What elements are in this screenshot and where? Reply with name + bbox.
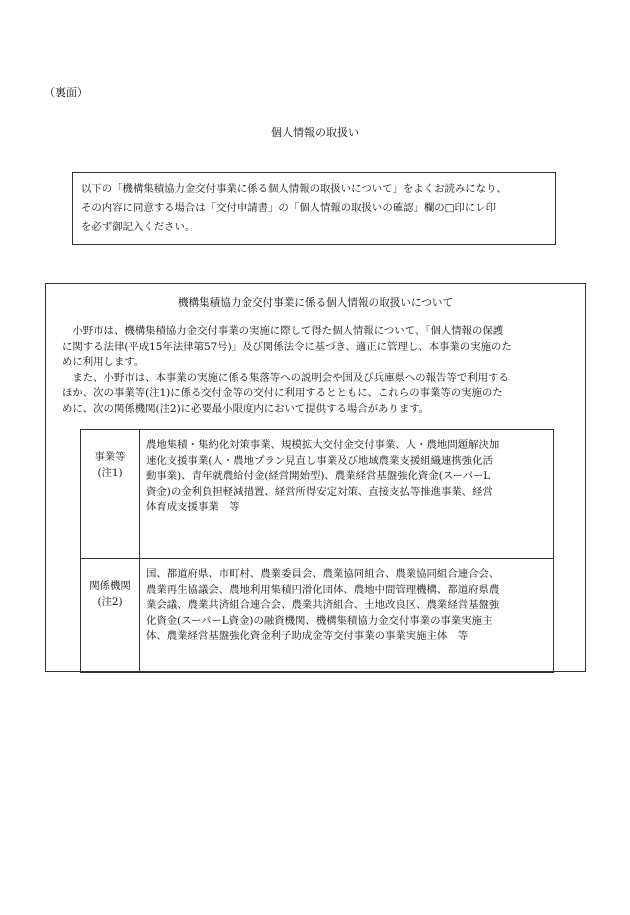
privacy-notice-body <box>62 324 577 417</box>
table-row <box>81 559 554 673</box>
row-header-label: 関係機関 <box>89 580 131 592</box>
content-line: 資金)の金利負担軽減措置、経営所得安定対策、直接支払等推進事業、経営 <box>146 485 493 498</box>
notice-line-text: また、小野市は、本事業の実施に係る集落等への説明会や国及び兵庫県への報告等で利用する <box>72 371 509 384</box>
content-line: 動事業)、青年就農給付金(経営開始型)、農業経営基盤強化資金(スーパーL <box>146 470 491 482</box>
content-line: 農地集積・集約化対策事業、規模拡大交付金交付事業、人・農地問題解決加 <box>146 439 500 451</box>
recipients-table <box>80 429 554 673</box>
consent-notice-box <box>72 172 556 245</box>
table-row <box>81 430 554 559</box>
notice-line: めに利用します。 <box>62 356 145 368</box>
consent-notice-line: を必ず御記入ください。 <box>81 221 196 233</box>
content-line: 業会議、農業共済組合連合会、農業共済組合、土地改良区、農業経営基盤強 <box>146 599 500 611</box>
row-header-note: (注2) <box>97 595 123 608</box>
consent-notice-line: 以下の「機構集積協力金交付事業に係る個人情報の取扱いについて」をよくお読みになり、 <box>81 183 507 195</box>
row-content-business <box>140 430 554 559</box>
row-header-note: (注1) <box>97 466 123 479</box>
content-line: 農業再生協議会、農地利用集積円滑化団体、農地中間管理機構、都道府県農 <box>146 583 500 596</box>
content-line: 化資金(スーパーL資金)の融資機関、機構集積協力金交付事業の事業実施主 <box>146 614 493 627</box>
notice-paragraph <box>62 371 577 418</box>
row-header-business <box>81 430 140 559</box>
content-line: 速化支援事業(人・農地プラン見直し事業及び地域農業支援組織連携強化活 <box>146 454 493 467</box>
page-title: 個人情報の取扱い <box>271 126 359 139</box>
notice-line: ほか、次の事業等(注1)に係る交付金等の交付に利用するとともに、これらの事業等の実施のた <box>62 387 503 399</box>
page-side-label: （裏面） <box>44 86 88 99</box>
row-content-organizations <box>140 559 554 673</box>
privacy-notice-box <box>45 283 586 672</box>
content-line: 体育成支援事業 等 <box>146 501 240 513</box>
notice-paragraph <box>62 324 577 371</box>
notice-line <box>62 324 577 340</box>
privacy-notice-title: 機構集積協力金交付事業に係る個人情報の取扱いについて <box>177 297 454 309</box>
notice-line <box>62 371 577 387</box>
row-header-organizations <box>81 559 140 673</box>
content-line: 国、都道府県、市町村、農業委員会、農業協同組合、農業協同組合連合会、 <box>146 568 500 580</box>
row-header-label: 事業等 <box>94 451 126 463</box>
notice-line-text: 小野市は、機構集積協力金交付事業の実施に際して得た個人情報について、「個人情報の保護 <box>72 325 504 337</box>
consent-notice-line: その内容に同意する場合は「交付申請書」の「個人情報の取扱いの確認」欄の□印にレ印 <box>81 202 497 214</box>
notice-line: に関する法律(平成15年法律第57号)」及び関係法令に基づき、適正に管理し、本事業の実施のた <box>62 340 512 353</box>
content-line: 体、農業経営基盤強化資金利子助成金等交付事業の事業実施主体 等 <box>146 630 469 642</box>
notice-line: めに、次の関係機関(注2)に必要最小限度内において提供する場合があります。 <box>62 402 430 415</box>
